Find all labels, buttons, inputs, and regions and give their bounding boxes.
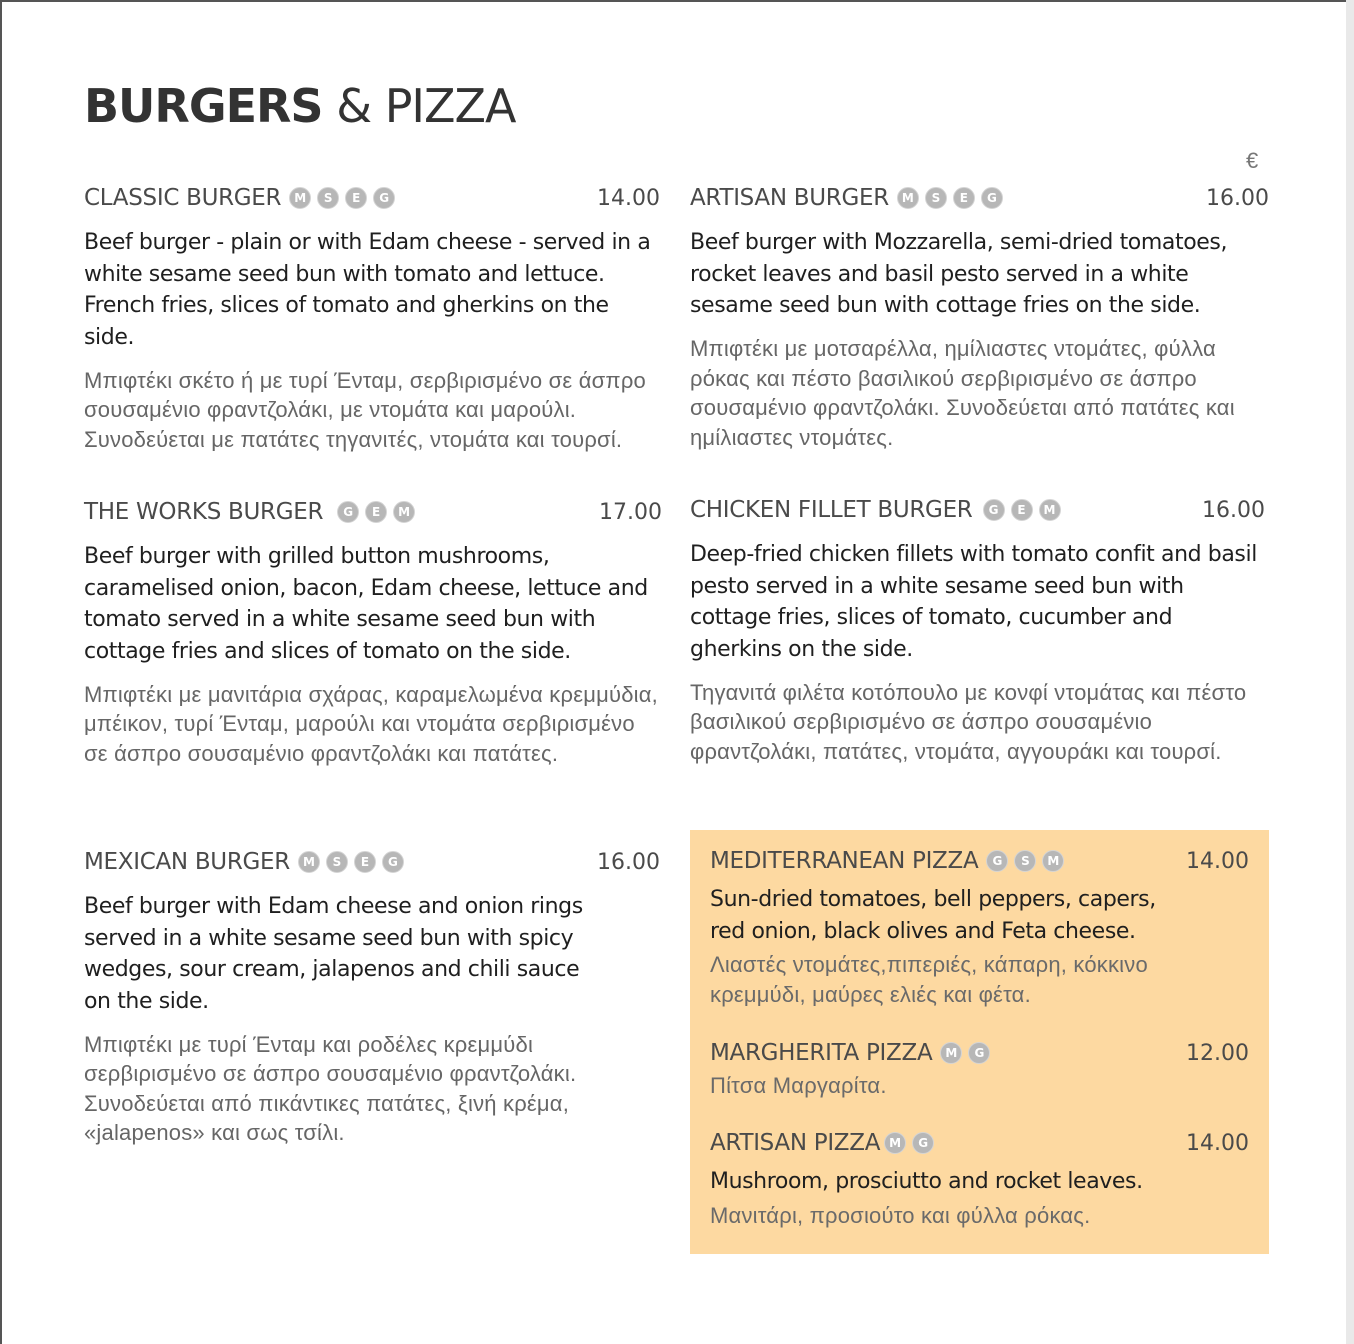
allergen-badge-icon: M [289,187,311,209]
allergen-badges [986,850,1070,872]
allergen-badge-icon: S [317,187,339,209]
allergen-badge-icon: S [925,187,947,209]
menu-item-chicken-fillet-burger [690,495,1265,766]
item-name: MEXICAN BURGER [84,849,290,875]
item-description-en: Beef burger - plain or with Edam cheese - served in a white sesame seed bun with tomato and lettuce. French fries, slices of tomato and gherkins on the side. [84,230,651,351]
menu-item-margherita-pizza [710,1038,1249,1101]
item-price: 17.00 [599,499,662,525]
item-name: THE WORKS BURGER [84,499,324,525]
item-name: CHICKEN FILLET BURGER [690,497,973,523]
item-name: MARGHERITA PIZZA [710,1040,933,1066]
item-price: 14.00 [1186,848,1249,874]
allergen-badge-icon: M [884,1132,906,1154]
menu-item-the-works-burger [84,497,662,768]
menu-item-mexican-burger [84,847,660,1148]
allergen-badges [289,187,401,209]
allergen-badge-icon: M [897,187,919,209]
item-price: 16.00 [1206,185,1269,211]
item-price: 14.00 [597,185,660,211]
page-title [84,76,516,136]
menu-item-classic-burger [84,183,660,454]
item-description-gr: Μπιφτέκι σκέτο ή με τυρί Ένταμ, σερβιρισμένο σε άσπρο σουσαμένιο φραντζολάκι, με ντομάτα και μαρούλι. Συνοδεύεται με πατάτες τηγανιτές, ντομάτα και τουρσί. [84,367,646,452]
item-description-en: Mushroom, prosciutto and rocket leaves. [710,1169,1143,1194]
item-name: CLASSIC BURGER [84,185,282,211]
allergen-badge-icon: G [337,501,359,523]
allergen-badge-icon: G [983,499,1005,521]
allergen-badge-icon: M [393,501,415,523]
allergen-badges [983,499,1067,521]
pizza-section [690,830,1269,1254]
title-bold: BURGERS [84,79,323,133]
allergen-badge-icon: G [382,851,404,873]
allergen-badges [897,187,1009,209]
item-description-gr: Μπιφτέκι με μανιτάρια σχάρας, καραμελωμένα κρεμμύδια, μπέικον, τυρί Ένταμ, μαρούλι και ντομάτα σερβιρισμένο σε άσπρο σουσαμένιο φραντζολάκι και πατάτες. [84,681,658,766]
item-description-gr: Μπιφτέκι με μοτσαρέλλα, ημίλιαστες ντομάτες, φύλλα ρόκας και πέστο βασιλικού σερβιρισμένο σε άσπρο σουσαμένιο φραντζολάκι. Συνοδεύεται από πατάτες και ημίλιαστες ντομάτες. [690,336,1235,450]
item-price: 14.00 [1186,1130,1249,1156]
item-name: MEDITERRANEAN PIZZA [710,848,979,874]
allergen-badge-icon: S [326,851,348,873]
item-price: 12.00 [1186,1040,1249,1066]
allergen-badge-icon: G [981,187,1003,209]
allergen-badge-icon: G [968,1042,990,1064]
allergen-badges [298,851,410,873]
item-name: ARTISAN PIZZA [710,1130,881,1156]
item-description-gr: Πίτσα Μαργαρίτα. [710,1073,887,1098]
allergen-badge-icon: E [354,851,376,873]
allergen-badge-icon: E [345,187,367,209]
item-description-gr: Τηγανιτά φιλέτα κοτόπουλο με κονφί ντομάτας και πέστο βασιλικού σερβιρισμένο σε άσπρο σουσαμένιο φραντζολάκι, πατάτες, ντομάτα, αγγουράκι και τουρσί. [690,679,1247,764]
item-description-gr: Μανιτάρι, προσιούτο και φύλλα ρόκας. [710,1202,1091,1228]
allergen-badge-icon: M [1039,499,1061,521]
item-description-en: Deep-fried chicken fillets with tomato confit and basil pesto served in a white sesame seed bun with cottage fries, slices of tomato, cucumber and gherkins on the side. [690,542,1257,663]
item-price: 16.00 [597,849,660,875]
allergen-badges [337,501,421,523]
menu-item-artisan-burger [690,183,1269,452]
item-name: ARTISAN BURGER [690,185,889,211]
title-light: & PIZZA [322,79,516,133]
item-price: 16.00 [1202,497,1265,523]
item-description-en: Beef burger with Mozzarella, semi-dried tomatoes, rocket leaves and basil pesto served in a white sesame seed bun with cottage fries on the side. [690,230,1228,319]
item-description-en: Beef burger with Edam cheese and onion rings served in a white sesame seed bun with spicy wedges, sour cream, jalapenos and chili sauce on the side. [84,894,583,1015]
allergen-badges [884,1132,940,1154]
allergen-badge-icon: S [1014,850,1036,872]
menu-item-mediterranean-pizza [710,846,1249,1009]
allergen-badge-icon: E [365,501,387,523]
allergen-badge-icon: E [1011,499,1033,521]
allergen-badges [940,1042,996,1064]
allergen-badge-icon: E [953,187,975,209]
allergen-badge-icon: M [298,851,320,873]
item-description-en: Beef burger with grilled button mushrooms, caramelised onion, bacon, Edam cheese, lettuce and tomato served in a white sesame seed bun with cottage fries and slices of tomato on the side. [84,544,648,665]
item-description-en: Sun-dried tomatoes, bell peppers, capers, red onion, black olives and Feta cheese. [710,887,1156,944]
allergen-badge-icon: G [912,1132,934,1154]
allergen-badge-icon: G [373,187,395,209]
item-description-gr: Μπιφτέκι με τυρί Ένταμ και ροδέλες κρεμμύδι σερβιρισμένο σε άσπρο σουσαμένιο φραντζολάκι. Συνοδεύεται από πικάντικες πατάτες, ξινή κρέμα, «jalapenos» και σως τσίλι. [84,1031,577,1146]
allergen-badge-icon: M [1042,850,1064,872]
currency-symbol: € [1246,148,1259,173]
menu-item-artisan-pizza [710,1128,1249,1230]
allergen-badge-icon: M [940,1042,962,1064]
item-description-gr: Λιαστές ντομάτες,πιπεριές, κάπαρη, κόκκινο κρεμμύδι, μαύρες ελιές και φέτα. [710,952,1148,1007]
allergen-badge-icon: G [986,850,1008,872]
